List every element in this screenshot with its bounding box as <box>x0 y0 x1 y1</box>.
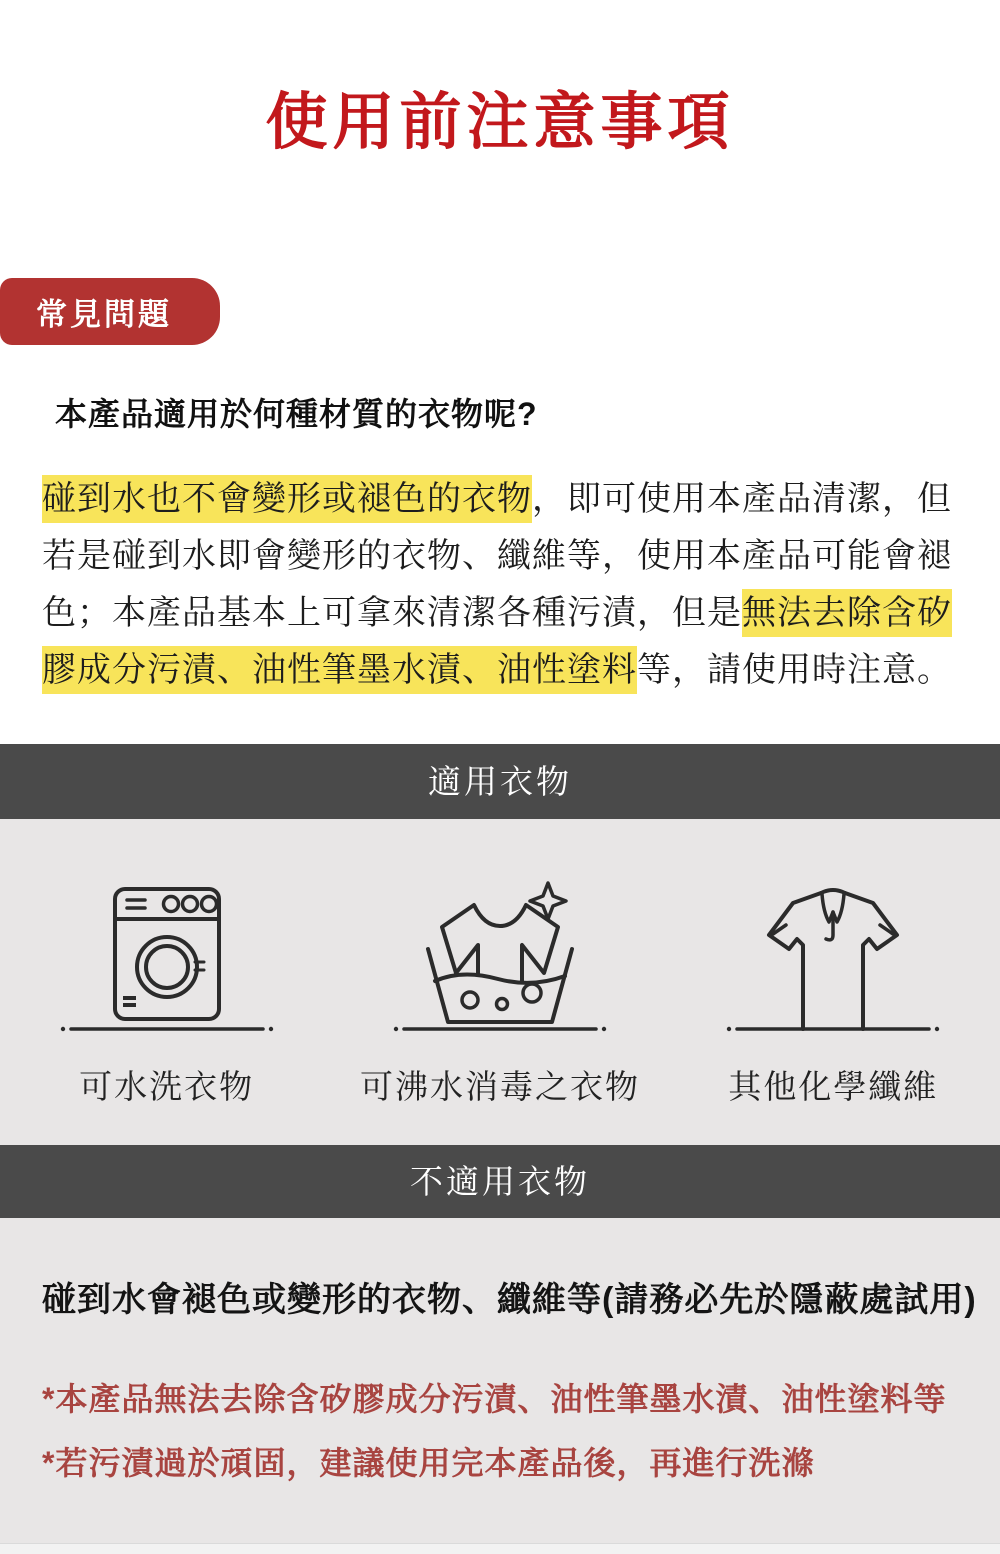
washing-machine-icon <box>0 879 333 1039</box>
suitable-section <box>0 819 1000 1145</box>
suitable-item-boilable <box>333 879 666 1108</box>
suitable-banner: 適用衣物 <box>0 744 1000 819</box>
next-section-edge <box>0 1543 1000 1554</box>
faq-badge-row <box>0 154 1000 345</box>
ground-line <box>727 1027 939 1031</box>
boil-wash-shirt-icon <box>333 879 666 1039</box>
footnote: *若污漬過於頑固，建議使用完本產品後，再進行洗滌 <box>42 1445 815 1481</box>
faq-badge: 常見問題 <box>0 278 220 345</box>
footnote: *本產品無法去除含矽膠成分污漬、油性筆墨水漬、油性塗料等 <box>42 1381 947 1417</box>
footnotes <box>42 1367 1000 1495</box>
ground-line <box>394 1027 606 1031</box>
answer-line <box>42 642 960 699</box>
suitable-item-label: 其他化學纖維 <box>728 1068 939 1105</box>
answer-line <box>42 528 960 585</box>
unsuitable-banner: 不適用衣物 <box>0 1145 1000 1218</box>
unsuitable-section <box>0 1218 1000 1554</box>
answer-highlight: 碰到水也不會變形或褪色的衣物 <box>42 475 532 523</box>
answer-line <box>42 471 960 528</box>
page-title: 使用前注意事項 <box>265 88 735 157</box>
suitable-icon-grid <box>0 879 1000 1108</box>
polo-shirt-icon <box>667 879 1000 1039</box>
suitable-item-label: 可沸水消毒之衣物 <box>359 1068 640 1105</box>
faq-answer <box>42 471 960 699</box>
answer-highlight: 膠成分污漬、油性筆墨水漬、油性塗料 <box>42 646 637 694</box>
suitable-item-synthetic <box>667 879 1000 1108</box>
ground-line <box>60 1027 272 1031</box>
suitable-item-label: 可水洗衣物 <box>79 1068 255 1105</box>
answer-highlight: 無法去除含矽 <box>742 589 952 637</box>
answer-text: 色；本產品基本上可拿來清潔各種污漬，但是 <box>42 594 742 632</box>
unsuitable-warning: 碰到水會褪色或變形的衣物、纖維等(請務必先於隱蔽處試用) <box>42 1281 977 1319</box>
answer-text: 若是碰到水即會變形的衣物、纖維等，使用本產品可能會褪 <box>42 537 952 575</box>
faq-question: 本產品適用於何種材質的衣物呢? <box>55 396 538 432</box>
answer-text: 等，請使用時注意。 <box>637 651 952 689</box>
suitable-item-washable <box>0 879 333 1108</box>
answer-text: ，即可使用本產品清潔，但 <box>532 480 952 518</box>
answer-line <box>42 585 960 642</box>
